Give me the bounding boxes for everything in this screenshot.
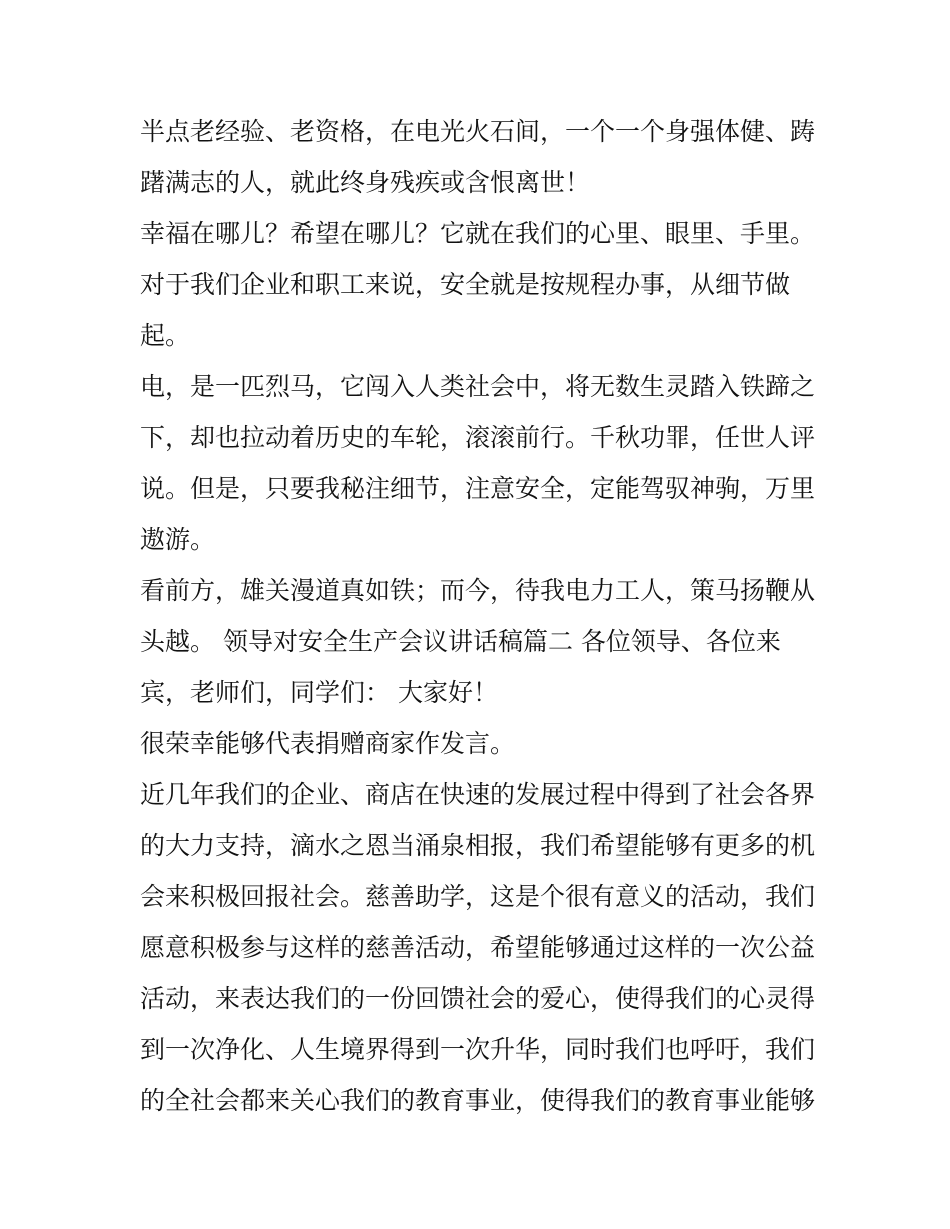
text-line: 愿意积极参与这样的慈善活动，希望能够通过这样的一次公益 (140, 933, 816, 962)
text-line: 对于我们企业和职工来说，安全就是按规程办事，从细节做 (140, 270, 791, 299)
text-line: 起。 (140, 321, 191, 350)
text-line: 躇满志的人，就此终身残疾或含恨离世！ (140, 168, 591, 197)
text-line: 电，是一匹烈马，它闯入人类社会中，将无数生灵踏入铁蹄之 (140, 372, 816, 401)
text-line: 幸福在哪儿？希望在哪儿？它就在我们的心里、眼里、手里。 (140, 219, 816, 248)
text-line: 说。但是，只要我秘注细节，注意安全，定能驾驭神驹，万里 (140, 474, 816, 503)
text-line: 的大力支持，滴水之恩当涌泉相报，我们希望能够有更多的机 (140, 831, 816, 860)
text-line: 很荣幸能够代表捐赠商家作发言。 (140, 729, 516, 758)
text-line: 会来积极回报社会。慈善助学，这是个很有意义的活动，我们 (140, 882, 816, 911)
text-line: 头越。 领导对安全生产会议讲话稿篇二 各位领导、各位来 (140, 627, 781, 656)
text-line: 到一次净化、人生境界得到一次升华，同时我们也呼吁，我们 (140, 1035, 816, 1064)
text-line: 半点老经验、老资格，在电光火石间，一个一个身强体健、踌 (140, 117, 816, 146)
text-line: 近几年我们的企业、商店在快速的发展过程中得到了社会各界 (140, 780, 816, 809)
text-line: 遨游。 (140, 525, 216, 554)
document-body (140, 106, 830, 1126)
text-line: 看前方，雄关漫道真如铁；而今，待我电力工人，策马扬鞭从 (140, 576, 816, 605)
text-line: 活动，来表达我们的一份回馈社会的爱心，使得我们的心灵得 (140, 984, 816, 1013)
text-line: 下，却也拉动着历史的车轮，滚滚前行。千秋功罪，任世人评 (140, 423, 816, 452)
text-line: 的全社会都来关心我们的教育事业，使得我们的教育事业能够 (140, 1086, 816, 1115)
text-line: 宾，老师们，同学们： 大家好！ (140, 678, 498, 707)
